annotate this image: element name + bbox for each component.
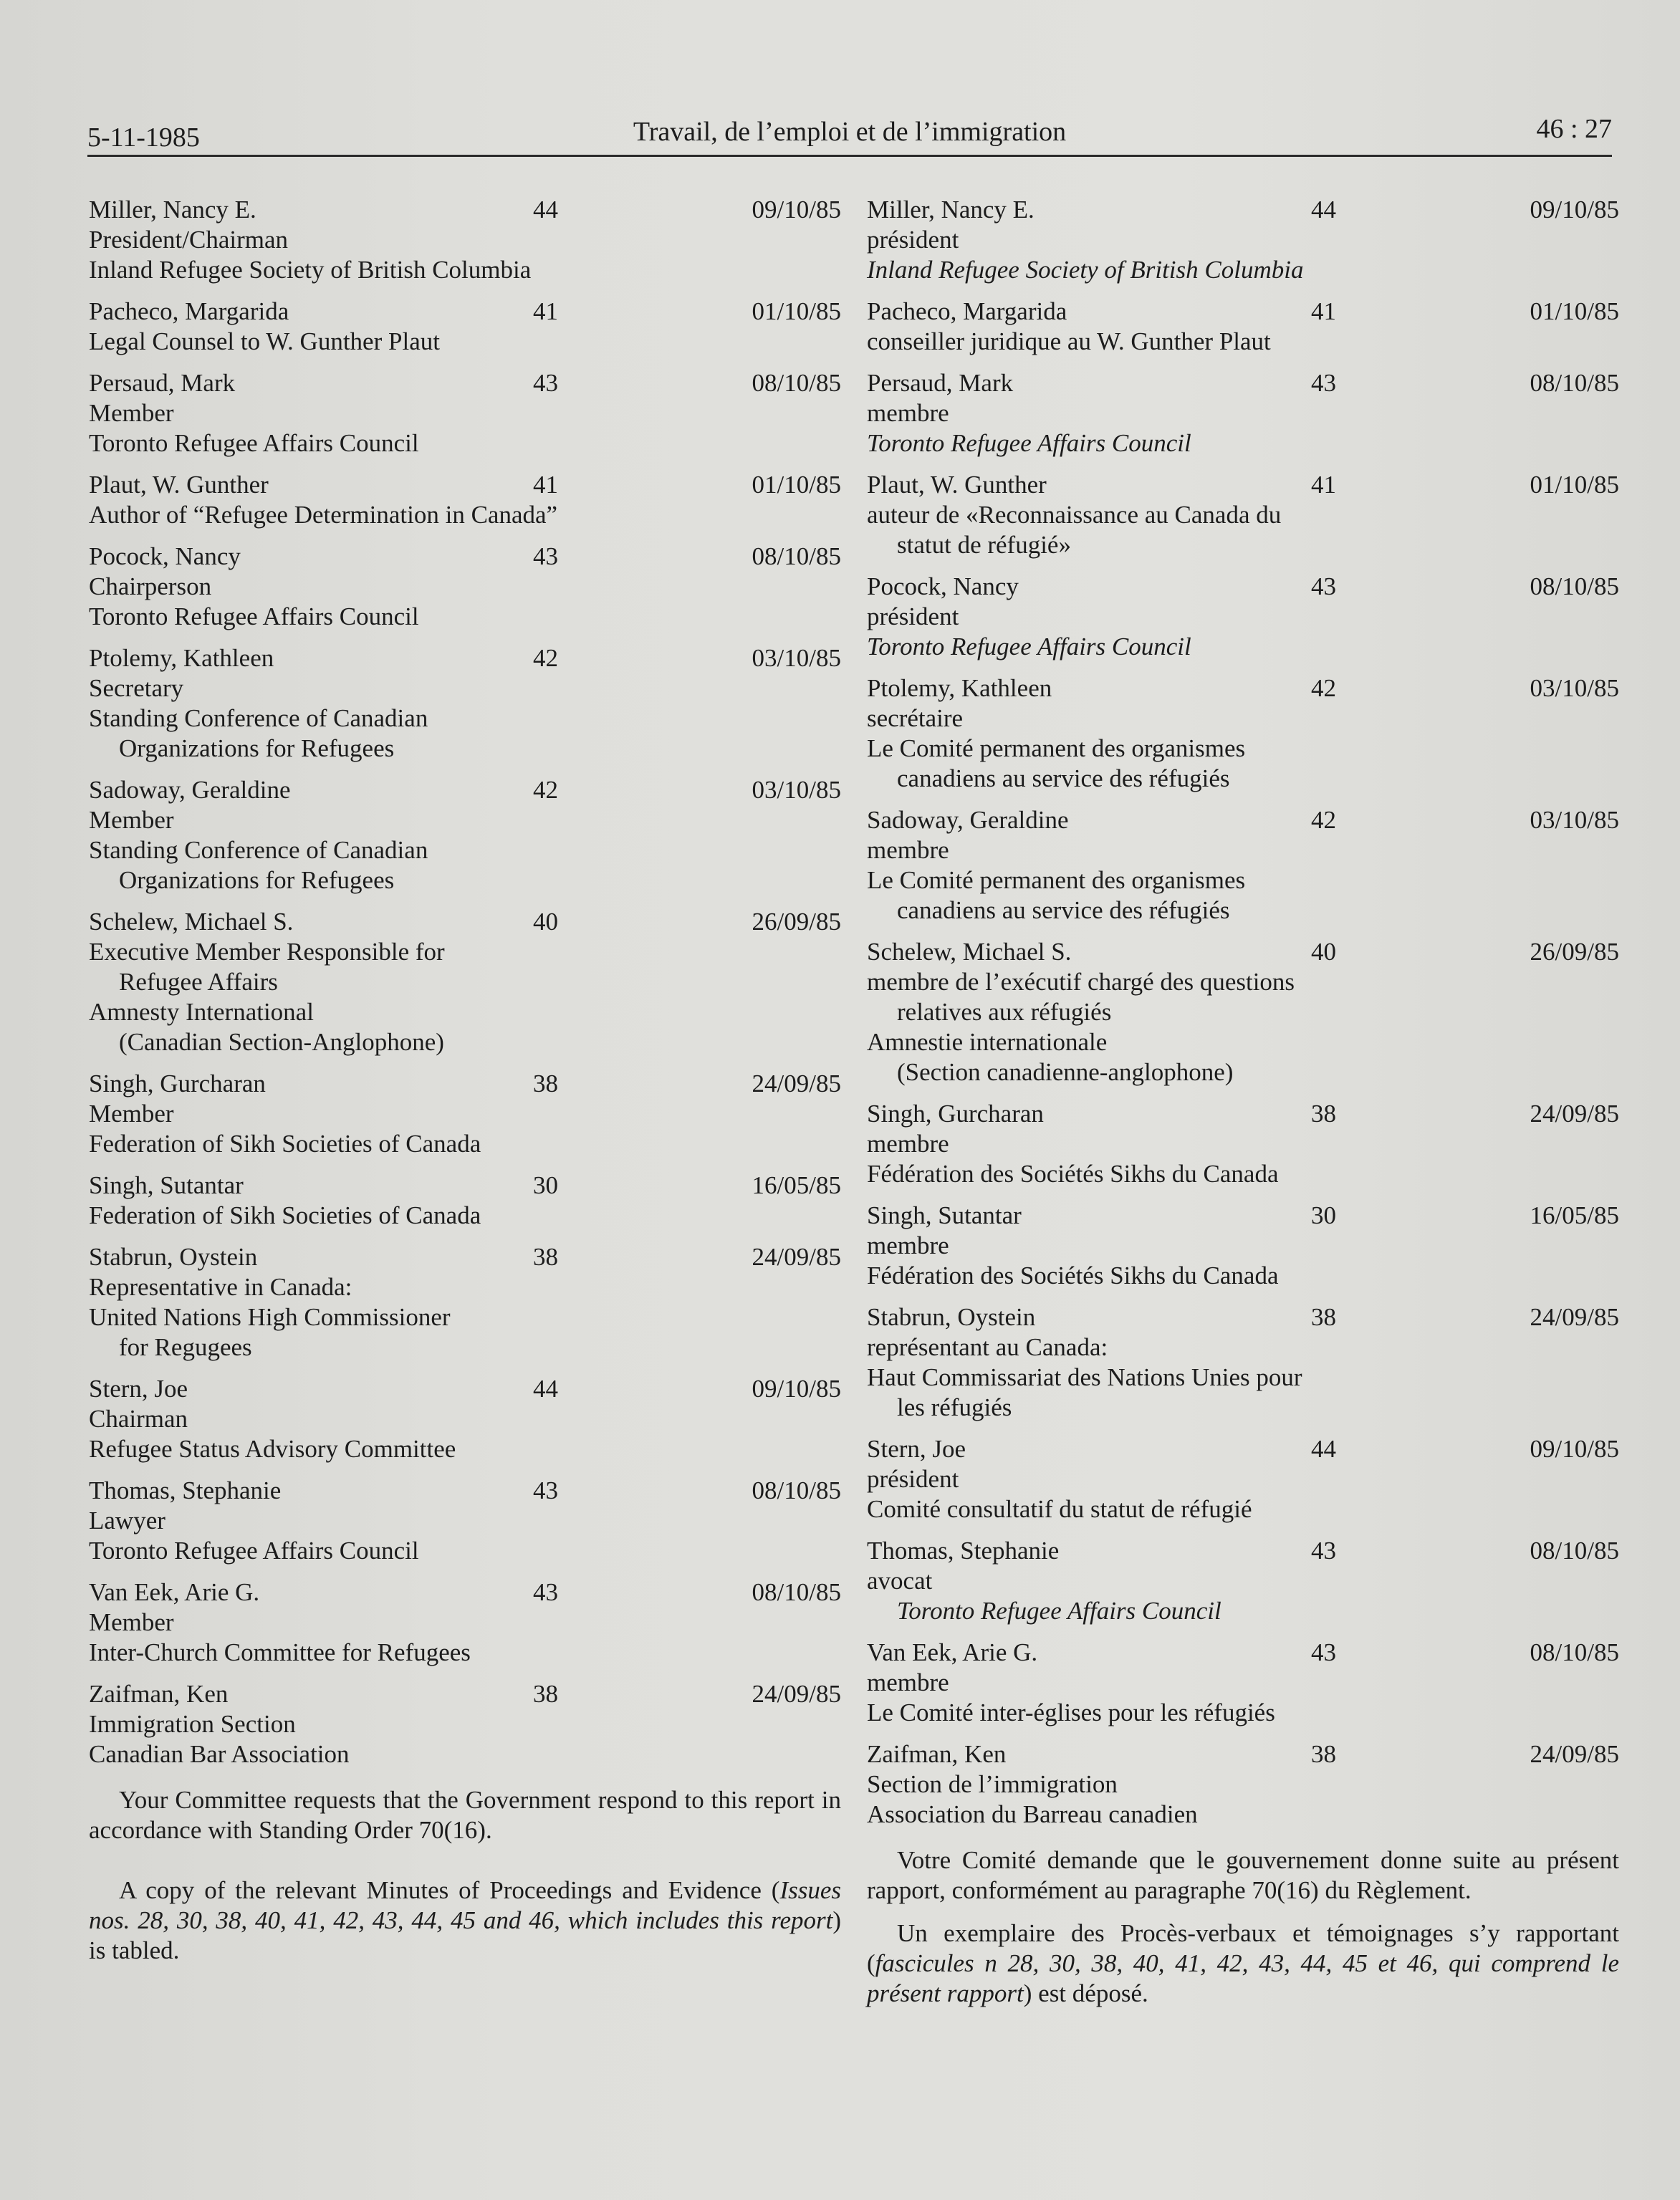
witness-entry [867, 1201, 1619, 1291]
witness-detail-line: les réfugiés [897, 1393, 1012, 1421]
witness-entry-header [867, 673, 1619, 703]
witness-entry [89, 1069, 841, 1159]
witness-entry-header [867, 1638, 1619, 1668]
witness-detail-line: Executive Member Responsible for [89, 938, 445, 966]
witness-detail-line: Member [89, 806, 174, 834]
issue-number: 38 [533, 1680, 558, 1708]
appearance-date: 08/10/85 [752, 1476, 841, 1504]
witness-detail-line: Legal Counsel to W. Gunther Plaut [89, 327, 440, 355]
appearance-date: 16/05/85 [1530, 1201, 1619, 1229]
witness-entry-header [867, 1536, 1619, 1566]
appearance-date: 09/10/85 [1530, 1435, 1619, 1463]
witness-detail-line: Organizations for Refugees [119, 734, 395, 762]
witness-name: Miller, Nancy E. [867, 196, 1035, 224]
issue-number: 44 [1311, 196, 1336, 224]
witness-entry [89, 1171, 841, 1231]
witness-detail-line: Fédération des Sociétés Sikhs du Canada [867, 1262, 1279, 1289]
witness-detail-line: Amnestie internationale [867, 1028, 1108, 1056]
issue-number: 43 [533, 542, 558, 570]
witness-name: Singh, Sutantar [89, 1171, 244, 1199]
witness-entry [867, 297, 1619, 357]
witness-detail-line: Le Comité permanent des organismes [867, 734, 1246, 762]
french-witness-list [867, 195, 1619, 1830]
appearance-date: 09/10/85 [1530, 196, 1619, 224]
issue-number: 41 [1311, 471, 1336, 499]
issue-number: 43 [533, 369, 558, 397]
french-tabled-text-a: Un exemplaire des Procès-verbaux et témoignages s’y rapportant ( [867, 1919, 1619, 1977]
french-column [867, 195, 1619, 2009]
witness-entry-header [89, 907, 841, 937]
witness-detail-line: Member [89, 1100, 174, 1128]
appearance-date: 01/10/85 [1530, 297, 1619, 325]
issue-number: 43 [1311, 369, 1336, 397]
appearance-date: 26/09/85 [1530, 938, 1619, 966]
witness-detail-line: représentant au Canada: [867, 1333, 1108, 1361]
witness-name: Schelew, Michael S. [867, 938, 1072, 966]
witness-detail-line: Amnesty International [89, 998, 314, 1026]
witness-name: Plaut, W. Gunther [867, 471, 1047, 499]
witness-name: Pacheco, Margarida [867, 297, 1067, 325]
issue-number: 42 [533, 776, 558, 804]
french-tabled-text-c: ) est déposé. [1023, 1979, 1148, 2007]
witness-detail-line: Toronto Refugee Affairs Council [867, 429, 1191, 457]
witness-name: Plaut, W. Gunther [89, 471, 269, 499]
appearance-date: 08/10/85 [752, 369, 841, 397]
witness-detail-line: Lawyer [89, 1507, 165, 1534]
witness-entry-header [867, 1099, 1619, 1129]
witness-detail-line: membre [867, 1130, 949, 1158]
witness-detail-line: Le Comité inter-églises pour les réfugiés [867, 1699, 1275, 1726]
witness-detail-line: President/Chairman [89, 226, 289, 254]
appearance-date: 08/10/85 [1530, 1537, 1619, 1565]
witness-entry [867, 368, 1619, 458]
issue-number: 41 [533, 471, 558, 499]
french-response-paragraph [867, 1845, 1619, 1906]
witness-name: Pocock, Nancy [89, 542, 241, 570]
witness-detail-line: canadiens au service des réfugiés [897, 896, 1230, 924]
witness-entry [867, 1739, 1619, 1830]
witness-detail-line: membre [867, 1668, 949, 1696]
issue-number: 43 [1311, 572, 1336, 600]
witness-entry-header [89, 1374, 841, 1404]
witness-name: Ptolemy, Kathleen [89, 644, 274, 672]
witness-name: Persaud, Mark [89, 369, 236, 397]
issue-number: 41 [1311, 297, 1336, 325]
appearance-date: 09/10/85 [752, 1375, 841, 1403]
issue-number: 38 [533, 1243, 558, 1271]
witness-detail-line: président [867, 226, 959, 254]
witness-detail-line: avocat [867, 1567, 933, 1595]
witness-detail-line: Section de l’immigration [867, 1770, 1118, 1798]
appearance-date: 24/09/85 [1530, 1740, 1619, 1768]
witness-detail-line: Representative in Canada: [89, 1273, 352, 1301]
witness-name: Persaud, Mark [867, 369, 1014, 397]
witness-detail-line: Chairman [89, 1405, 188, 1433]
witness-entry [89, 1476, 841, 1566]
witness-name: Van Eek, Arie G. [89, 1578, 260, 1606]
english-tabled-text-c: ) is tabled. [89, 1906, 841, 1964]
witness-detail-line: Member [89, 399, 174, 427]
witness-detail-line: membre [867, 836, 949, 864]
witness-name: Thomas, Stephanie [867, 1537, 1060, 1565]
issue-number: 44 [533, 196, 558, 224]
witness-entry-header [867, 572, 1619, 602]
french-response-text: Votre Comité demande que le gouvernement donne suite au présent rapport, conformément au paragraphe 70(16) du Règlement. [867, 1846, 1619, 1904]
issue-number: 43 [1311, 1537, 1336, 1565]
witness-detail-line: Fédération des Sociétés Sikhs du Canada [867, 1160, 1279, 1188]
witness-entry [867, 1638, 1619, 1728]
appearance-date: 03/10/85 [1530, 674, 1619, 702]
witness-detail-line: Toronto Refugee Affairs Council [897, 1597, 1221, 1625]
witness-entry [867, 470, 1619, 560]
english-tabled-paragraph [89, 1875, 841, 1966]
witness-name: Van Eek, Arie G. [867, 1638, 1038, 1666]
header-rule [87, 155, 1612, 157]
witness-entry [867, 1099, 1619, 1189]
witness-name: Ptolemy, Kathleen [867, 674, 1052, 702]
appearance-date: 08/10/85 [1530, 1638, 1619, 1666]
witness-detail-line: Inland Refugee Society of British Columbia [867, 256, 1304, 284]
witness-name: Singh, Gurcharan [89, 1070, 266, 1097]
witness-detail-line: Toronto Refugee Affairs Council [89, 1537, 419, 1565]
witness-entry-header [867, 1739, 1619, 1769]
issue-number: 41 [533, 297, 558, 325]
witness-entry [89, 368, 841, 458]
witness-entry-header [89, 643, 841, 673]
witness-entry [867, 1302, 1619, 1423]
witness-detail-line: Canadian Bar Association [89, 1740, 350, 1768]
appearance-date: 24/09/85 [1530, 1100, 1619, 1128]
witness-entry-header [867, 1434, 1619, 1464]
witness-entry-header [89, 1577, 841, 1608]
witness-entry [89, 1577, 841, 1668]
witness-detail-line: Refugee Status Advisory Committee [89, 1435, 456, 1463]
appearance-date: 03/10/85 [752, 776, 841, 804]
witness-name: Pacheco, Margarida [89, 297, 289, 325]
issue-number: 38 [1311, 1100, 1336, 1128]
issue-number: 43 [533, 1578, 558, 1606]
witness-name: Singh, Sutantar [867, 1201, 1022, 1229]
french-tabled-paragraph [867, 1918, 1619, 2009]
page-header [87, 113, 1612, 156]
witness-detail-line: Immigration Section [89, 1710, 296, 1738]
witness-detail-line: secrétaire [867, 704, 964, 732]
english-column [89, 195, 841, 1966]
witness-detail-line: Association du Barreau canadien [867, 1800, 1198, 1828]
issue-number: 40 [533, 908, 558, 936]
witness-detail-line: Inland Refugee Society of British Columbia [89, 256, 532, 284]
issue-number: 43 [533, 1476, 558, 1504]
witness-detail-line: président [867, 1465, 959, 1493]
appearance-date: 24/09/85 [1530, 1303, 1619, 1331]
appearance-date: 08/10/85 [752, 1578, 841, 1606]
witness-entry [89, 775, 841, 895]
witness-entry-header [89, 1069, 841, 1099]
issue-number: 44 [533, 1375, 558, 1403]
witness-entry-header [867, 297, 1619, 327]
witness-name: Zaifman, Ken [89, 1680, 229, 1708]
witness-detail-line: Standing Conference of Canadian [89, 704, 428, 732]
witness-detail-line: for Regugees [119, 1333, 252, 1361]
witness-entry [867, 673, 1619, 794]
witness-name: Sadoway, Geraldine [867, 806, 1069, 834]
witness-entry-header [89, 195, 841, 225]
english-response-text: Your Committee requests that the Government respond to this report in accordance with Standing Order 70(16). [89, 1786, 841, 1844]
witness-entry [867, 195, 1619, 285]
witness-detail-line: Comité consultatif du statut de réfugié [867, 1495, 1252, 1523]
issue-number: 30 [1311, 1201, 1336, 1229]
issue-number: 42 [533, 644, 558, 672]
witness-name: Zaifman, Ken [867, 1740, 1007, 1768]
witness-entry-header [867, 368, 1619, 398]
witness-entry-header [89, 297, 841, 327]
witness-entry-header [867, 937, 1619, 967]
witness-detail-line: Federation of Sikh Societies of Canada [89, 1201, 481, 1229]
witness-detail-line: Toronto Refugee Affairs Council [89, 602, 419, 630]
witness-entry-header [89, 1679, 841, 1709]
appearance-date: 01/10/85 [752, 471, 841, 499]
appearance-date: 16/05/85 [752, 1171, 841, 1199]
witness-entry-header [89, 368, 841, 398]
witness-entry-header [867, 195, 1619, 225]
witness-entry [89, 1374, 841, 1464]
witness-entry-header [89, 775, 841, 805]
witness-name: Stern, Joe [867, 1435, 966, 1463]
witness-entry [89, 297, 841, 357]
issue-number: 44 [1311, 1435, 1336, 1463]
appearance-date: 24/09/85 [752, 1070, 841, 1097]
witness-name: Sadoway, Geraldine [89, 776, 291, 804]
english-witness-list [89, 195, 841, 1769]
witness-name: Miller, Nancy E. [89, 196, 256, 224]
witness-detail-line: Member [89, 1608, 174, 1636]
witness-detail-line: auteur de «Reconnaissance au Canada du [867, 501, 1282, 529]
english-tabled-text-a: A copy of the relevant Minutes of Proceedings and Evidence ( [119, 1876, 780, 1904]
witness-detail-line: Inter-Church Committee for Refugees [89, 1638, 471, 1666]
witness-detail-line: Refugee Affairs [119, 968, 278, 996]
english-response-paragraph [89, 1785, 841, 1845]
witness-entry [89, 1679, 841, 1769]
appearance-date: 08/10/85 [752, 542, 841, 570]
witness-entry [89, 542, 841, 632]
header-date: 5-11-1985 [87, 123, 200, 153]
witness-detail-line: Toronto Refugee Affairs Council [867, 633, 1191, 661]
issue-number: 42 [1311, 806, 1336, 834]
appearance-date: 03/10/85 [752, 644, 841, 672]
witness-detail-line: statut de réfugié» [897, 531, 1071, 559]
appearance-date: 26/09/85 [752, 908, 841, 936]
witness-detail-line: Toronto Refugee Affairs Council [89, 429, 419, 457]
witness-detail-line: membre [867, 1231, 949, 1259]
witness-name: Stabrun, Oystein [89, 1243, 258, 1271]
witness-detail-line: canadiens au service des réfugiés [897, 764, 1230, 792]
issue-number: 38 [533, 1070, 558, 1097]
witness-detail-line: (Section canadienne-anglophone) [897, 1058, 1234, 1086]
appearance-date: 01/10/85 [1530, 471, 1619, 499]
witness-entry [89, 907, 841, 1057]
witness-name: Stabrun, Oystein [867, 1303, 1036, 1331]
issue-number: 40 [1311, 938, 1336, 966]
header-title: Travail, de l’emploi et de l’immigration [633, 117, 1067, 147]
witness-detail-line: United Nations High Commissioner [89, 1303, 451, 1331]
witness-entry [89, 470, 841, 530]
witness-detail-line: Federation of Sikh Societies of Canada [89, 1130, 481, 1158]
page-number: 46 : 27 [1536, 114, 1612, 144]
witness-entry [89, 195, 841, 285]
issue-number: 42 [1311, 674, 1336, 702]
witness-name: Stern, Joe [89, 1375, 188, 1403]
appearance-date: 09/10/85 [752, 196, 841, 224]
witness-name: Pocock, Nancy [867, 572, 1019, 600]
witness-entry [867, 572, 1619, 662]
witness-detail-line: Secretary [89, 674, 184, 702]
witness-entry-header [867, 1201, 1619, 1231]
english-issues-list: Issues nos. 28, 30, 38, 40, 41, 42, 43, 44, 45 and 46, which includes this report [89, 1876, 841, 1934]
witness-detail-line: Author of “Refugee Determination in Canada” [89, 501, 558, 529]
appearance-date: 24/09/85 [752, 1680, 841, 1708]
issue-number: 43 [1311, 1638, 1336, 1666]
witness-entry-header [89, 470, 841, 500]
witness-entry [89, 1242, 841, 1363]
witness-entry [89, 643, 841, 764]
witness-name: Schelew, Michael S. [89, 908, 294, 936]
witness-detail-line: Standing Conference of Canadian [89, 836, 428, 864]
witness-detail-line: membre [867, 399, 949, 427]
witness-detail-line: relatives aux réfugiés [897, 998, 1112, 1026]
witness-entry [867, 1434, 1619, 1524]
witness-detail-line: Haut Commissariat des Nations Unies pour [867, 1363, 1302, 1391]
witness-entry-header [89, 1476, 841, 1506]
witness-entry-header [89, 1171, 841, 1201]
witness-entry-header [867, 805, 1619, 835]
witness-entry-header [867, 470, 1619, 500]
witness-entry [867, 1536, 1619, 1626]
appearance-date: 01/10/85 [752, 297, 841, 325]
issue-number: 38 [1311, 1740, 1336, 1768]
appearance-date: 24/09/85 [752, 1243, 841, 1271]
issue-number: 30 [533, 1171, 558, 1199]
witness-name: Singh, Gurcharan [867, 1100, 1044, 1128]
witness-detail-line: Chairperson [89, 572, 212, 600]
witness-name: Thomas, Stephanie [89, 1476, 282, 1504]
witness-detail-line: Organizations for Refugees [119, 866, 395, 894]
french-issues-list: fascicules n 28, 30, 38, 40, 41, 42, 43, 44, 45 et 46, qui comprend le présent rapport [867, 1949, 1619, 2007]
appearance-date: 03/10/85 [1530, 806, 1619, 834]
witness-entry-header [89, 1242, 841, 1272]
witness-detail-line: conseiller juridique au W. Gunther Plaut [867, 327, 1271, 355]
witness-detail-line: Le Comité permanent des organismes [867, 866, 1246, 894]
witness-entry [867, 937, 1619, 1087]
witness-detail-line: membre de l’exécutif chargé des questions [867, 968, 1295, 996]
witness-detail-line: président [867, 602, 959, 630]
issue-number: 38 [1311, 1303, 1336, 1331]
witness-entry-header [867, 1302, 1619, 1332]
witness-entry-header [89, 542, 841, 572]
appearance-date: 08/10/85 [1530, 369, 1619, 397]
appearance-date: 08/10/85 [1530, 572, 1619, 600]
witness-detail-line: (Canadian Section-Anglophone) [119, 1028, 444, 1056]
witness-entry [867, 805, 1619, 926]
